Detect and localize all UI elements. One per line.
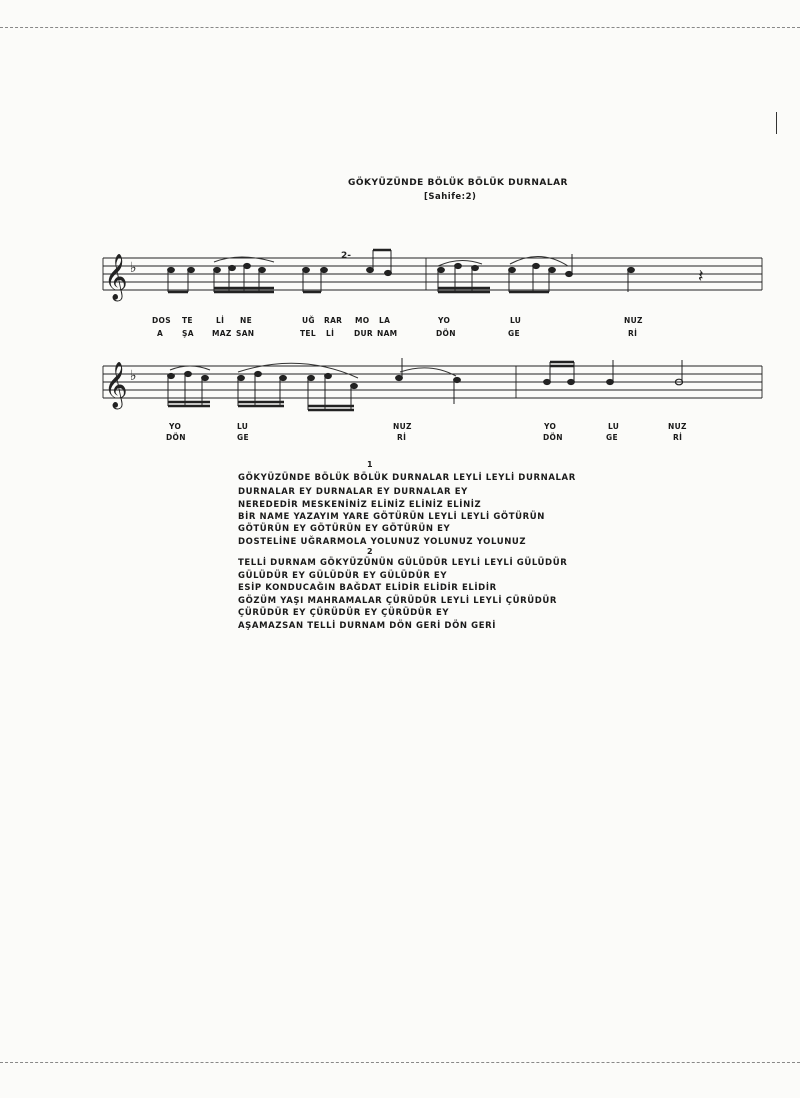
lyric-syllable: DÖN [436,329,456,338]
verse-line: TELLİ DURNAM GÖKYÜZÜNÜN GÜLÜDÜR LEYLİ LEYLİ GÜLÜDÜR [238,558,568,568]
lyric-syllable: DÖN [166,433,186,442]
lyric-syllable: UĞ [302,316,315,325]
lyric-syllable: LA [379,316,391,325]
lyric-syllable: Rİ [673,433,683,442]
verse-line: ÇÜRÜDÜR EY ÇÜRÜDÜR EY ÇÜRÜDÜR EY [238,608,450,618]
margin-mark [776,112,777,134]
lyric-syllable: YO [169,422,182,431]
verse-line: GÖTÜRÜN EY GÖTÜRÜN EY GÖTÜRÜN EY [238,524,451,534]
treble-clef-icon: 𝄞 [104,362,128,408]
lyric-syllable: A [157,329,164,338]
flat-icon: ♭ [130,260,137,276]
lyric-syllable: Lİ [326,329,335,338]
staff-system-1 [0,240,800,320]
lyric-syllable: DOS [152,316,171,325]
staff-system-2 [0,348,800,428]
verse-line: BİR NAME YAZAYIM YARE GÖTÜRÜN LEYLİ LEYLİ GÖTÜRÜN [238,512,545,522]
verse-line: AŞAMAZSAN TELLİ DURNAM DÖN GERİ DÖN GERİ [238,621,497,631]
lyric-syllable: NUZ [668,422,687,431]
lyric-syllable: Lİ [216,316,225,325]
lyric-syllable: LU [237,422,249,431]
volta-marker: 2- [341,251,351,261]
lyric-syllable: TE [182,316,193,325]
verse-line: DURNALAR EY DURNALAR EY DURNALAR EY [238,487,468,497]
lyric-syllable: NE [240,316,253,325]
verse-line: NEREDEDİR MESKENİNİZ ELİNİZ ELİNİZ ELİNİZ [238,500,482,510]
top-scan-border [0,27,800,28]
lyric-syllable: YO [544,422,557,431]
lyric-syllable: DUR [354,329,373,338]
lyric-syllable: NUZ [624,316,643,325]
bottom-scan-border [0,1062,800,1063]
verse-number: 1 [367,460,373,469]
lyric-syllable: LU [510,316,522,325]
lyric-syllable: DÖN [543,433,563,442]
verse-number: 2 [367,547,373,556]
lyric-syllable: YO [438,316,451,325]
rest-icon: 𝄽 [698,266,704,287]
treble-clef-icon: 𝄞 [104,254,128,300]
lyric-syllable: SAN [236,329,255,338]
lyric-syllable: TEL [300,329,316,338]
lyric-syllable: GE [508,329,520,338]
lyric-syllable: Rİ [628,329,638,338]
page-title: GÖKYÜZÜNDE BÖLÜK BÖLÜK DURNALAR [348,178,568,188]
lyric-syllable: ŞA [182,329,194,338]
lyric-syllable: LU [608,422,620,431]
lyric-syllable: Rİ [397,433,407,442]
page-subtitle: [Sahife:2) [424,192,477,202]
lyric-syllable: GE [237,433,249,442]
flat-icon: ♭ [130,368,137,384]
lyric-syllable: NUZ [393,422,412,431]
lyric-syllable: NAM [377,329,398,338]
lyric-syllable: RAR [324,316,343,325]
verse-line: GÜLÜDÜR EY GÜLÜDÜR EY GÜLÜDÜR EY [238,571,448,581]
lyric-syllable: MO [355,316,370,325]
lyric-syllable: MAZ [212,329,232,338]
verse-line: GÖZÜM YAŞI MAHRAMALAR ÇÜRÜDÜR LEYLİ LEYLİ ÇÜRÜDÜR [238,596,558,606]
lyric-syllable: GE [606,433,618,442]
verse-line: GÖKYÜZÜNDE BÖLÜK BÖLÜK DURNALAR LEYLİ LEYLİ DURNALAR [238,473,576,483]
verse-line: DOSTELİNE UĞRARMOLA YOLUNUZ YOLUNUZ YOLUNUZ [238,537,527,547]
verse-line: ESİP KONDUCAĞIN BAĞDAT ELİDİR ELİDİR ELİDİR [238,583,497,593]
